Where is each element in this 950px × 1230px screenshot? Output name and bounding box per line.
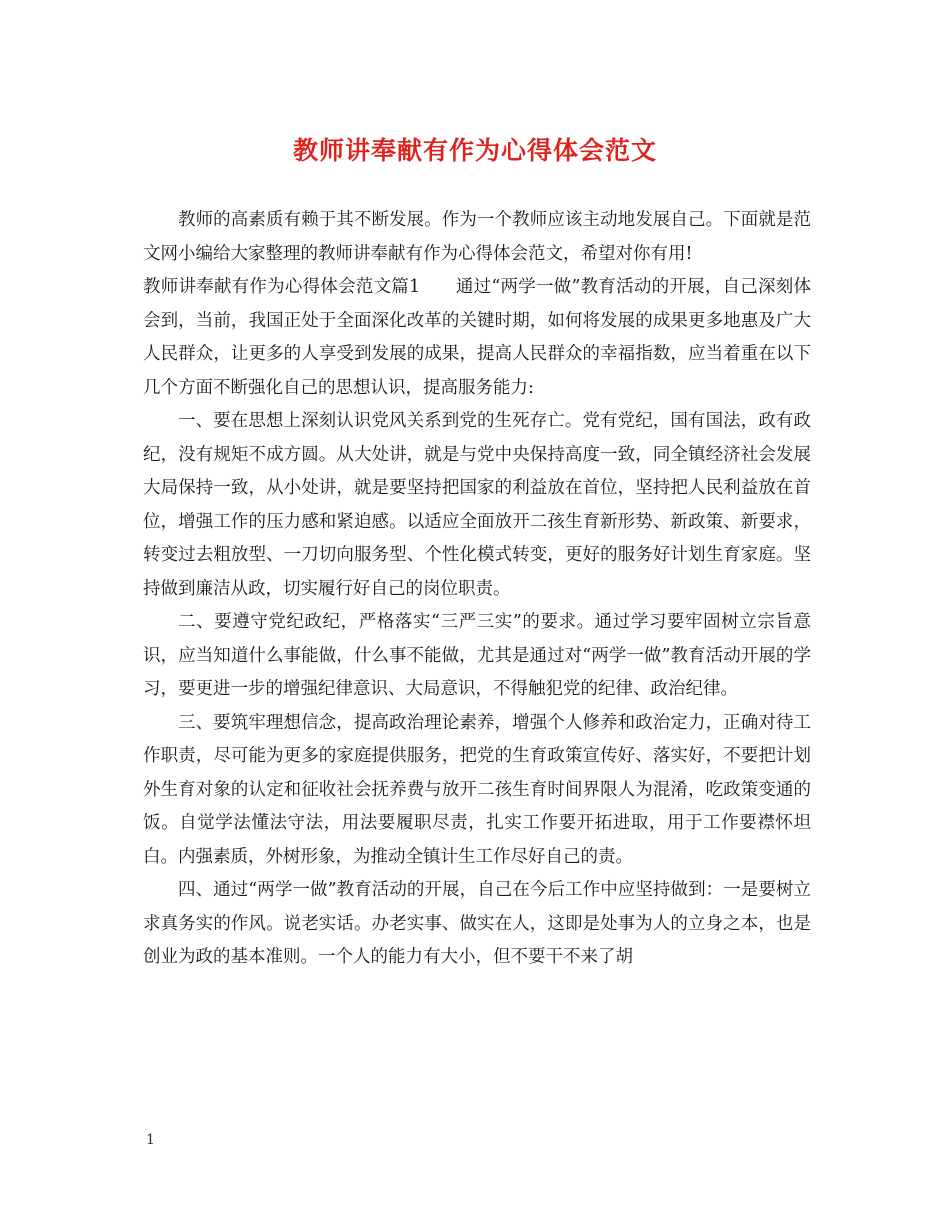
paragraph-point-four: 四、通过“两学一做”教育活动的开展，自己在今后工作中应坚持做到：一是要树立求真务实的作风。说老实话。办老实事、做实在人，这即是处事为人的立身之本，也是创业为政的基本准则。一个人的能力有大小，但不要干不来了胡 <box>143 880 811 967</box>
paragraph-point-one: 一、要在思想上深刻认识党风关系到党的生死存亡。党有党纪，国有国法，政有政纪，没有规矩不成方圆。从大处讲，就是与党中央保持高度一致，同全镇经济社会发展大局保持一致，从小处讲，就是要坚持把国家的利益放在首位，坚持把人民利益放在首位，增强工作的压力感和紧迫感。以适应全面放开二孩生育新形势、新政策、新要求，转变过去粗放型、一刀切向服务型、个性化模式转变，更好的服务好计划生育家庭。坚持做到廉洁从政，切实履行好自己的岗位职责。 <box>143 411 811 599</box>
paragraph-point-three: 三、要筑牢理想信念，提高政治理论素养，增强个人修养和政治定力，正确对待工作职责，尽可能为更多的家庭提供服务，把党的生育政策宣传好、落实好，不要把计划外生育对象的认定和征收社会抚养费与放开二孩生育时间界限人为混淆，吃政策变通的饭。自觉学法懂法守法，用法要履职尽责，扎实工作要开拓进取，用于工作要襟怀坦白。内强素质，外树形象，为推动全镇计生工作尽好自己的责。 <box>143 712 811 867</box>
paragraph-intro: 教师的高素质有赖于其不断发展。作为一个教师应该主动地发展自己。下面就是范文网小编给大家整理的教师讲奉献有作为心得体会范文，希望对你有用! <box>143 210 811 264</box>
document-title: 教师讲奉献有作为心得体会范文 <box>292 136 657 165</box>
paragraph-point-two: 二、要遵守党纪政纪，严格落实“三严三实”的要求。通过学习要牢固树立宗旨意识，应当知道什么事能做，什么事不能做，尤其是通过对“两学一做”教育活动开展的学习，要更进一步的增强纪律意识、大局意识，不得触犯党的纪律、政治纪律。 <box>143 612 811 699</box>
document-body <box>143 204 811 975</box>
paragraph-section-heading: 教师讲奉献有作为心得体会范文篇1 通过“两学一做”教育活动的开展，自己深刻体会到，当前，我国正处于全面深化改革的关键时期，如何将发展的成果更多地惠及广大人民群众，让更多的人享受到发展的成果，提高人民群众的幸福指数，应当着重在以下几个方面不断强化自己的思想认识，提高服务能力: <box>143 277 811 398</box>
page-number: 1 <box>146 1132 155 1148</box>
